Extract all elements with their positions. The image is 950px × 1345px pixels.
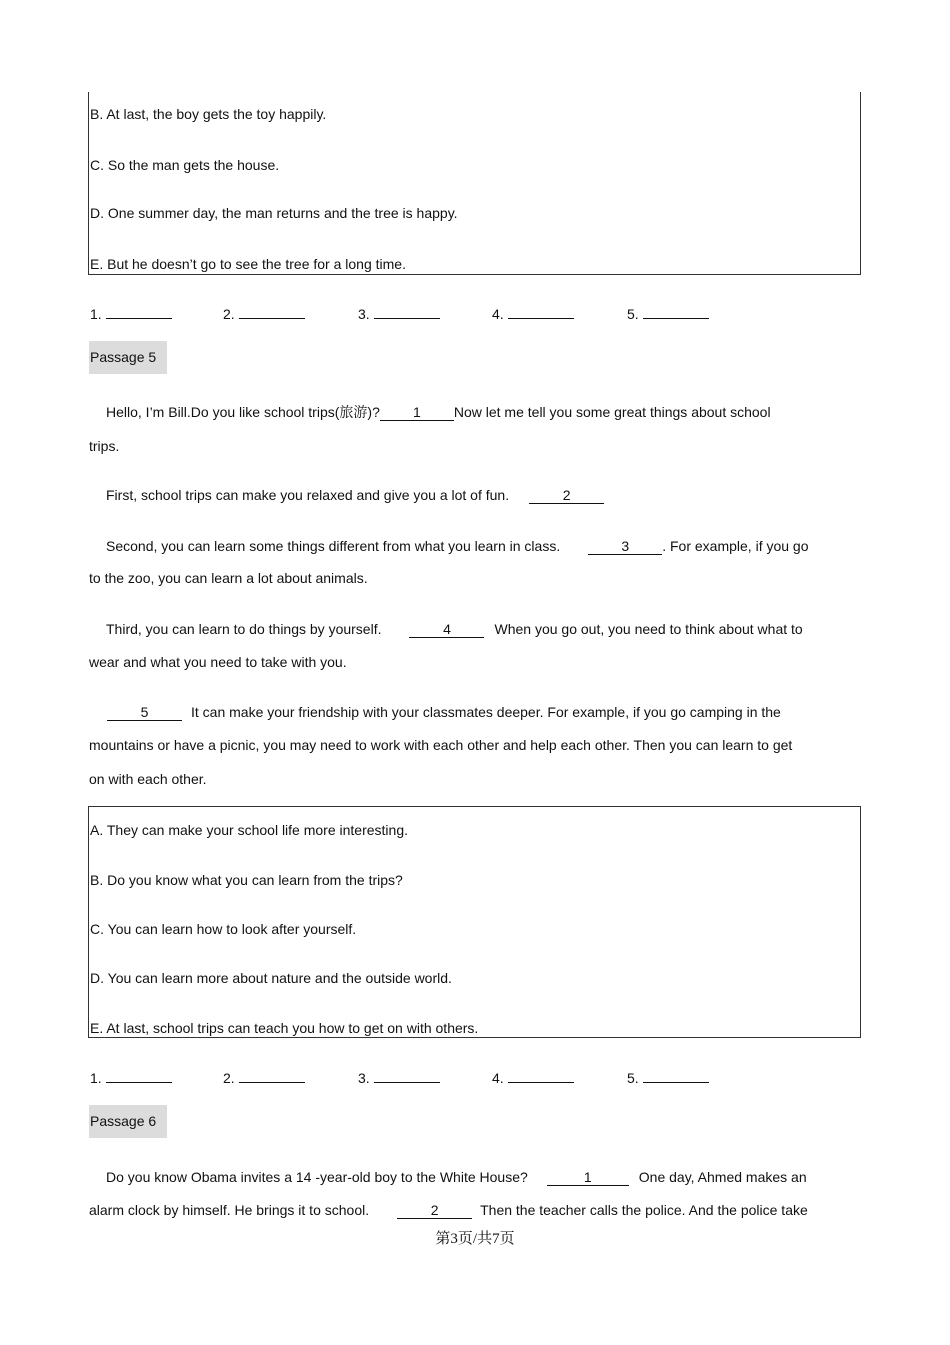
answer-2[interactable]: 2.: [223, 1070, 305, 1086]
answer-row: [627, 305, 709, 323]
blank-4[interactable]: 4: [409, 621, 484, 638]
answer-row: [223, 1069, 305, 1087]
option-b: B. Do you know what you can learn from the trips?: [90, 872, 403, 888]
answer-5[interactable]: 5.: [627, 306, 709, 322]
passage-5-para-3: Second, you can learn some things different from what you learn in class. 3 . For example, if you go: [106, 538, 809, 554]
blank-5[interactable]: 5: [107, 704, 182, 721]
passage-5-para-4-cont: wear and what you need to take with you.: [89, 654, 347, 670]
answer-4[interactable]: 4.: [492, 1070, 574, 1086]
passage-5-para-5-cont-2: on with each other.: [89, 771, 207, 787]
answer-1[interactable]: 1.: [90, 1070, 172, 1086]
passage-5-para-3-cont: to the zoo, you can learn a lot about animals.: [89, 570, 368, 586]
passage-5-para-5: 5 It can make your friendship with your classmates deeper. For example, if you go camping in the: [107, 703, 781, 721]
answer-1[interactable]: 1.: [90, 306, 172, 322]
answer-2[interactable]: 2.: [223, 306, 305, 322]
passage-6-tag: Passage 6: [89, 1105, 167, 1138]
answer-4[interactable]: 4.: [492, 306, 574, 322]
option-b: B. At last, the boy gets the toy happily.: [90, 106, 327, 122]
answer-row: [492, 305, 574, 323]
passage-5-tag: Passage 5: [89, 341, 167, 374]
option-d: D. One summer day, the man returns and the tree is happy.: [90, 205, 458, 221]
answer-row: [90, 1069, 172, 1087]
passage-5-para-1-cont: trips.: [89, 438, 120, 454]
answer-row: [358, 305, 440, 323]
answer-row: [90, 305, 172, 323]
answer-row: [358, 1069, 440, 1087]
blank-3[interactable]: 3: [588, 538, 662, 555]
answer-3[interactable]: 3.: [358, 306, 440, 322]
blank-1[interactable]: 1: [547, 1169, 629, 1186]
page-number: 第3页/共7页: [435, 1231, 515, 1247]
answer-row: [492, 1069, 574, 1087]
option-c: C. You can learn how to look after yourself.: [90, 921, 357, 937]
option-e: E. At last, school trips can teach you how to get on with others.: [90, 1020, 479, 1036]
blank-2[interactable]: 2: [397, 1202, 472, 1219]
option-a: A. They can make your school life more interesting.: [90, 822, 409, 838]
answer-row: [627, 1069, 709, 1087]
answer-row: [223, 305, 305, 323]
passage-6-line-1: Do you know Obama invites a 14 -year-old boy to the White House? 1 One day, Ahmed makes an: [106, 1169, 807, 1185]
option-d: D. You can learn more about nature and the outside world.: [90, 970, 452, 986]
option-e: E. But he doesn’t go to see the tree for a long time.: [90, 256, 406, 272]
passage-5-para-5-cont: mountains or have a picnic, you may need to work with each other and help each other. Then you can learn to get: [89, 737, 793, 753]
passage-5-para-2: First, school trips can make you relaxed and give you a lot of fun. 2: [106, 486, 604, 504]
passage-5-para-4: Third, you can learn to do things by yourself. 4 When you go out, you need to think about what to: [106, 621, 803, 637]
blank-2[interactable]: 2: [529, 487, 604, 504]
passage-6-line-2: alarm clock by himself. He brings it to school. 2 Then the teacher calls the police. And the police take: [89, 1202, 808, 1218]
answer-3[interactable]: 3.: [358, 1070, 440, 1086]
passage-5-para-1: Hello, I’m Bill.Do you like school trips(旅游)? 1 Now let me tell you some great things about school: [106, 404, 771, 420]
answer-5[interactable]: 5.: [627, 1070, 709, 1086]
blank-1[interactable]: 1: [380, 404, 454, 421]
option-c: C. So the man gets the house.: [90, 157, 280, 173]
